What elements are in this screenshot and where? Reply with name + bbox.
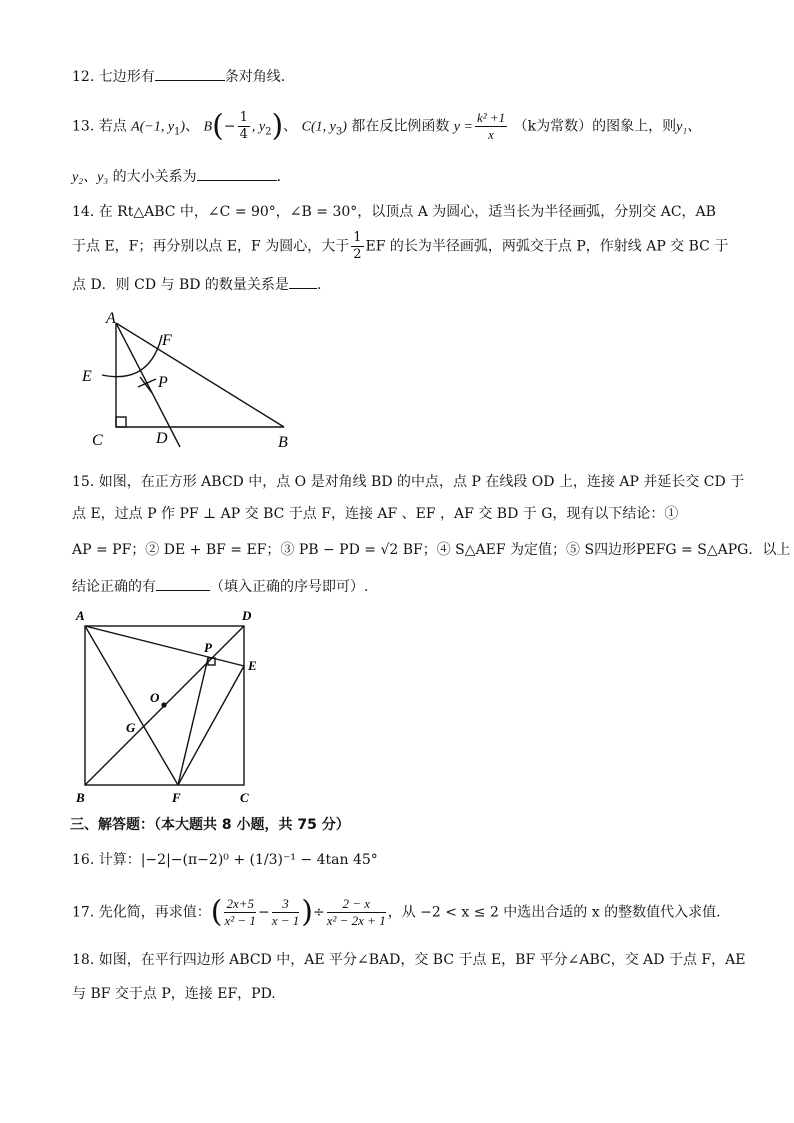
label-c: C	[240, 790, 249, 805]
q17-number: 17.	[72, 904, 95, 921]
q15-text-3: AP = PF；② DE + BF = EF；③ PB − PD = √2 BF；④ S△AEF 为定值；⑤ S四边形PEFG = S△APG．以上	[72, 542, 791, 558]
q14-answer-blank[interactable]	[289, 274, 317, 289]
q13-text-2: 都在反比例函数	[351, 118, 450, 135]
point-o	[161, 702, 166, 707]
q17-text-pre: 先化简，再求值：	[98, 904, 211, 921]
label-o: O	[150, 690, 160, 705]
label-p: P	[158, 374, 168, 391]
q12-text-pre: 七边形有	[98, 69, 155, 85]
label-c: C	[92, 432, 103, 449]
q13-number: 13.	[72, 118, 95, 135]
segment-ab	[116, 323, 284, 427]
label-d: D	[156, 430, 168, 447]
q13-point-c: C(1, y	[301, 119, 336, 135]
label-g: G	[126, 720, 136, 735]
q14-number: 14.	[72, 204, 95, 220]
question-18-line-2	[72, 984, 276, 1004]
question-13: 13. 若点 A(−1, $y_1$)、 B(− $\frac{1}{4}$ , $y_2$)、 C(1, $y_3$) 都在反比例函数 y = $\frac{\text{k² +1}}{x}$ （k为常数）的图象上，则y₁、	[72, 108, 702, 144]
q18-number: 18.	[72, 952, 95, 968]
q12-text-post: 条对角线.	[224, 69, 286, 85]
q16-text: 计算：|−2|−(π−2)⁰ + (1/3)⁻¹ − 4tan 45°	[98, 852, 378, 868]
q12-answer-blank[interactable]	[155, 66, 225, 81]
question-15-line-4	[72, 576, 368, 597]
q14-end: .	[316, 277, 322, 293]
question-15-line-2	[72, 504, 678, 524]
q13-point-a: A(−1, y	[131, 119, 175, 135]
label-f: F	[172, 790, 181, 805]
label-a: A	[106, 310, 116, 327]
question-14-line-2	[72, 230, 728, 263]
question-17: 17. 先化简，再求值：( $\frac{2x+5}{\text{x² − 1}}$ − $\frac{3}{x - 1}$ )÷ $\frac{2 - x}{\text{x² − 2x + 1}}$ ，从 −2 < x ≤ 2 中选出合适的 x 的整数值代入求值.	[72, 894, 721, 930]
q17-minus: −	[257, 904, 270, 921]
question-14-line-3	[72, 274, 321, 295]
q13-answer-blank[interactable]	[197, 166, 277, 181]
q17-text-post: ，从 −2 < x ≤ 2 中选出合适的 x 的整数值代入求值.	[387, 904, 721, 921]
right-angle-mark	[116, 417, 126, 427]
arc-ef	[102, 335, 162, 377]
label-e: E	[248, 658, 257, 673]
question-16	[72, 850, 378, 870]
section-3-heading: 三、解答题：（本大题共 8 小题，共 75 分）	[70, 817, 350, 833]
question-15-line-3	[72, 540, 790, 560]
q15-text-4b: （填入正确的序号即可）.	[210, 579, 369, 595]
q17-fraction-2: $\frac{3}{x - 1}$	[271, 896, 300, 928]
label-b: B	[278, 434, 288, 451]
q14-text-3: 点 D．则 CD 与 BD 的数量关系是	[72, 277, 289, 293]
question-15-line-1	[72, 472, 744, 492]
q16-number: 16.	[72, 852, 95, 868]
figure-15	[70, 604, 270, 808]
q14-text-1: 在 Rt△ABC 中，∠C = 90°，∠B = 30°，以顶点 A 为圆心，适当长为半径画弧，分别交 AC，AB	[98, 204, 716, 220]
q17-divide: ÷	[312, 904, 325, 921]
label-p: P	[204, 640, 212, 655]
q13-text-1: 若点	[98, 118, 127, 135]
q15-number: 15.	[72, 474, 95, 490]
q14-text-2a: 于点 E，F；再分别以点 E，F 为圆心，大于	[72, 238, 350, 255]
q13-y1: y₁、	[676, 119, 702, 135]
question-13-line-2	[72, 166, 281, 188]
q14-text-2b: EF 的长为半径画弧，两弧交于点 P，作射线 AP 交 BC 于	[365, 238, 729, 255]
q18-text-1: 如图，在平行四边形 ABCD 中，AE 平分∠BAD，交 BC 于点 E，BF 平分∠ABC，交 AD 于点 F，AE	[98, 952, 746, 968]
q17-fraction-1: $\frac{2x+5}{\text{x² − 1}}$	[224, 896, 256, 928]
question-18-line-1	[72, 950, 745, 970]
q13-end: .	[276, 169, 282, 185]
q13-func-lhs: y =	[453, 119, 473, 135]
q13-text-4: 的大小关系为	[112, 169, 197, 185]
question-14-line-1	[72, 202, 716, 222]
segment-ef	[178, 666, 244, 785]
q13-func-fraction: $\frac{\text{k² +1}}{x}$	[476, 110, 506, 142]
label-f: F	[162, 332, 172, 349]
q15-text-1: 如图，在正方形 ABCD 中，点 O 是对角线 BD 的中点，点 P 在线段 OD 上，连接 AP 并延长交 CD 于	[98, 474, 745, 490]
q13-point-b-y: , y	[251, 119, 266, 135]
figure-14	[70, 305, 310, 455]
q13-text-3: （k为常数）的图象上，则	[513, 118, 677, 135]
segment-ae	[85, 626, 244, 666]
label-d: D	[242, 608, 252, 623]
q13-vars: y₂、y₃	[72, 170, 109, 185]
q18-text-2: 与 BF 交于点 P，连接 EF，PD.	[72, 986, 276, 1002]
q15-text-4a: 结论正确的有	[72, 579, 156, 595]
q13-point-b-label: B	[203, 119, 213, 135]
q17-fraction-3: $\frac{2 - x}{\text{x² − 2x + 1}}$	[326, 896, 386, 928]
q14-fraction: $\frac{1}{2}$	[353, 230, 362, 262]
q15-text-2: 点 E，过点 P 作 PF ⊥ AP 交 BC 于点 F，连接 AF 、EF ，AF 交 BD 于 G，现有以下结论：①	[72, 506, 679, 522]
label-e: E	[82, 368, 92, 385]
question-12	[72, 66, 285, 87]
q13-point-b-fraction: $\frac{1}{4}$	[239, 110, 248, 142]
q12-number: 12.	[72, 69, 95, 85]
label-a: A	[76, 608, 85, 623]
q15-answer-blank[interactable]	[156, 576, 210, 591]
label-b: B	[76, 790, 85, 805]
